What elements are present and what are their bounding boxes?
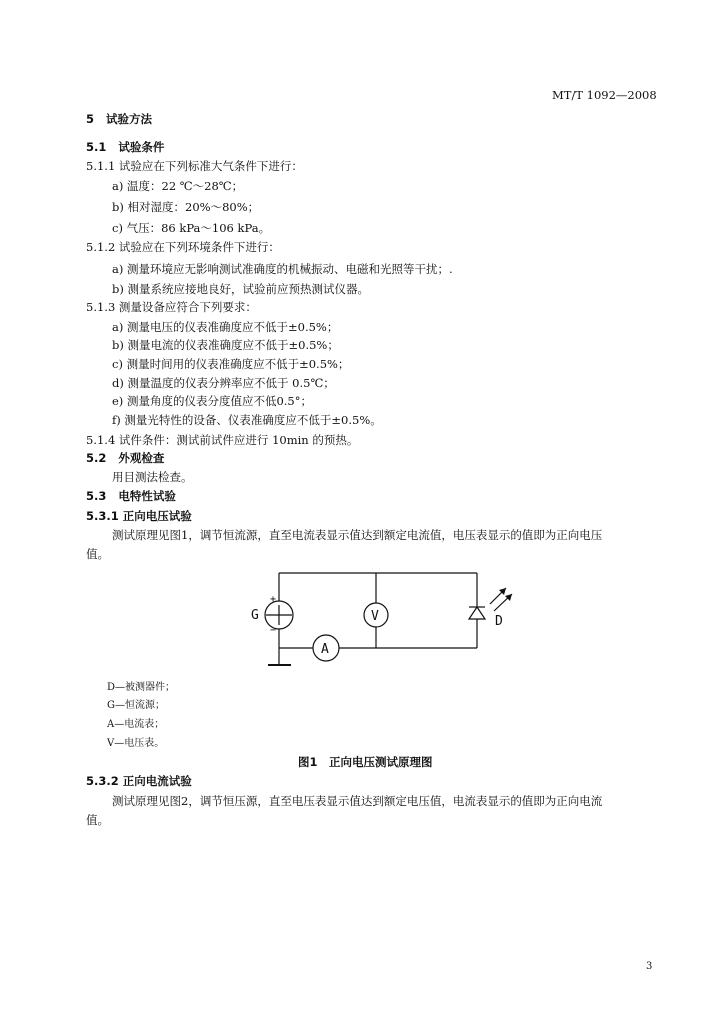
list-item: c) 测量时间用的仪表准确度应不低于±0.5%； xyxy=(112,357,350,371)
section-5-3-number: 5.3 xyxy=(86,489,107,503)
section-5-3-2-body-line2: 值。 xyxy=(86,813,109,827)
voltmeter-label: V xyxy=(371,609,379,624)
legend-item: A—电流表； xyxy=(107,719,165,730)
clause-5-1-3: 5.1.3 测量设备应符合下列要求： xyxy=(86,300,257,314)
section-5-3-2-heading xyxy=(86,774,192,788)
clause-5-1-4: 5.1.4 试件条件：测试前试件应进行 10min 的预热。 xyxy=(86,433,359,447)
list-item: a) 温度：22 ℃～28℃； xyxy=(112,179,244,193)
section-5-2-title: 外观检查 xyxy=(118,451,165,465)
legend-item: D—被测器件； xyxy=(107,682,176,693)
section-5-title: 试验方法 xyxy=(106,112,153,126)
section-5-number: 5 xyxy=(86,112,95,126)
section-5-3-2-title: 正向电流试验 xyxy=(122,774,192,788)
source-label: G xyxy=(251,608,259,623)
list-item: b) 测量系统应接地良好，试验前应预热测试仪器。 xyxy=(112,282,370,296)
section-5-3-2-body-line1: 测试原理见图2，调节恒压源，直至电压表显示值达到额定电压值，电流表显示的值即为正向电流 xyxy=(112,794,603,808)
list-item: a) 测量电压的仪表准确度应不低于±0.5%； xyxy=(112,320,339,334)
page-number: 3 xyxy=(646,961,653,972)
section-5-1-number: 5.1 xyxy=(86,140,107,154)
section-5-3-2-number: 5.3.2 xyxy=(86,774,119,788)
section-5-3-1-body-line2: 值。 xyxy=(86,547,109,561)
clause-5-1-1: 5.1.1 试验应在下列标准大气条件下进行： xyxy=(86,159,303,173)
legend-item: G—恒流源； xyxy=(107,700,165,711)
section-5-3-title: 电特性试验 xyxy=(118,489,176,503)
ammeter-label: A xyxy=(321,642,329,657)
figure-1-caption: 图1 正向电压测试原理图 xyxy=(298,755,433,769)
list-item: b) 相对湿度：20%～80%； xyxy=(112,200,260,214)
section-5-2-number: 5.2 xyxy=(86,451,107,465)
section-5-3-1-number: 5.3.1 xyxy=(86,509,119,523)
section-5-1-title: 试验条件 xyxy=(118,140,165,154)
list-item: d) 测量温度的仪表分辨率应不低于 0.5℃； xyxy=(112,376,335,390)
minus-label: − xyxy=(270,625,277,636)
device-label: D xyxy=(495,614,503,629)
list-item: c) 气压：86 kPa～106 kPa。 xyxy=(112,221,271,235)
list-item: b) 测量电流的仪表准确度应不低于±0.5%； xyxy=(112,338,339,352)
plus-label: + xyxy=(270,594,277,605)
section-5-3-1-title: 正向电压试验 xyxy=(122,509,192,523)
legend-item: V—电压表。 xyxy=(107,738,165,749)
section-5-3-1-body-line1: 测试原理见图1，调节恒流源，直至电流表显示值达到额定电流值，电压表显示的值即为正向电压 xyxy=(112,528,603,542)
diode-triangle xyxy=(469,607,485,619)
list-item: e) 测量角度的仪表分度值应不低0.5°； xyxy=(112,394,312,408)
section-5-2-body: 用目测法检查。 xyxy=(112,470,193,484)
standard-number: MT/T 1092—2008 xyxy=(552,88,657,102)
clause-5-1-2: 5.1.2 试验应在下列环境条件下进行： xyxy=(86,240,280,254)
list-item: f) 测量光特性的设备、仪表准确度应不低于±0.5%。 xyxy=(112,413,382,427)
list-item: a) 测量环境应无影响测试准确度的机械振动、电磁和光照等干扰；. xyxy=(112,262,453,276)
